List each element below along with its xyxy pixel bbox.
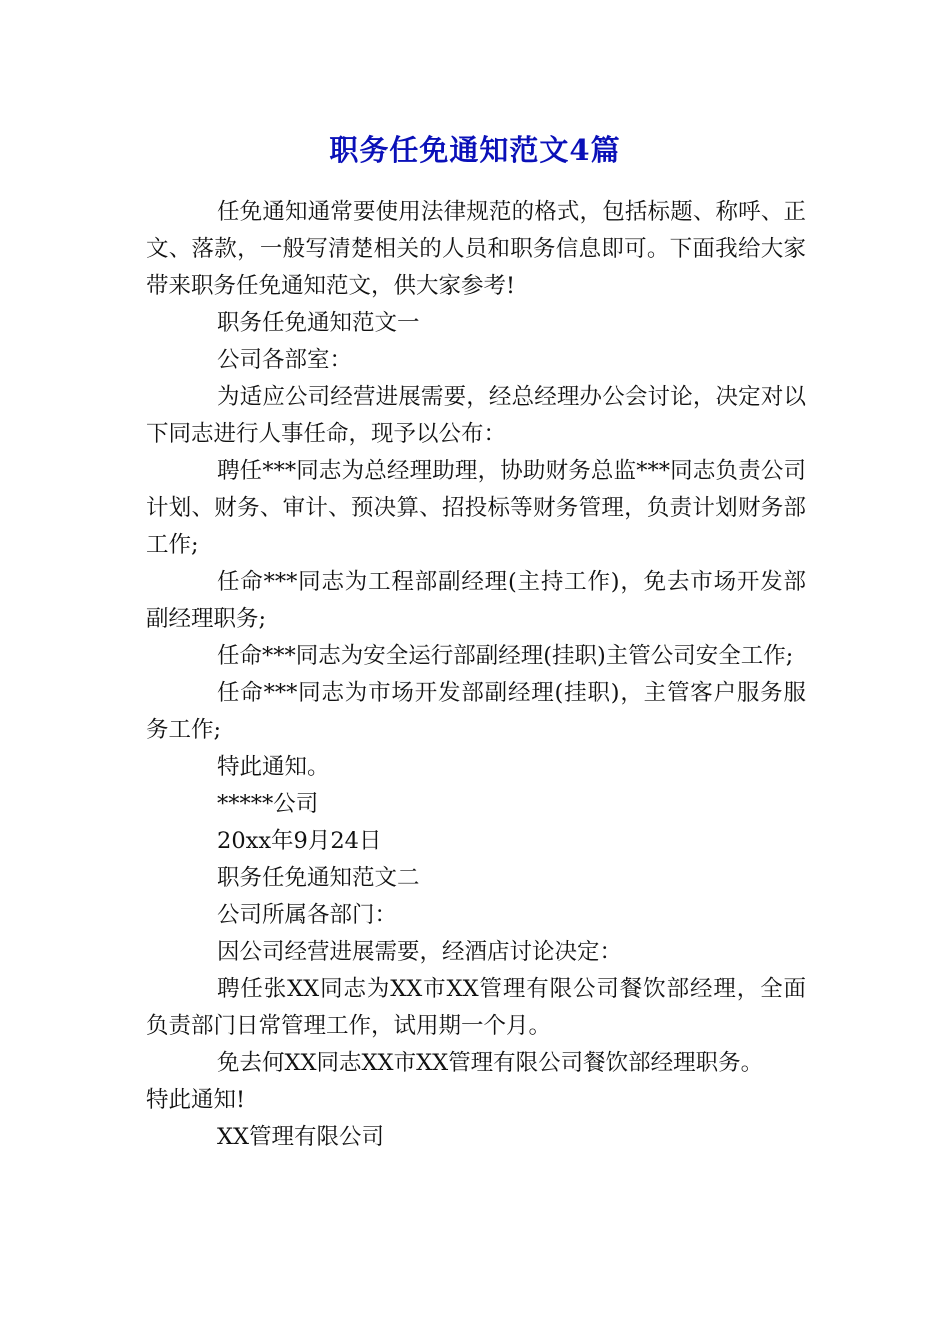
signature-date-1: 20xx年9月24日 xyxy=(217,828,382,854)
salutation-2: 公司所属各部门： xyxy=(217,902,398,928)
paragraph: 免去何XX同志XX市XX管理有限公司餐饮部经理职务。 xyxy=(217,1050,764,1076)
paragraph: 聘任张XX同志为XX市XX管理有限公司餐饮部经理，全面负责部门日常管理工作，试用期一个月。 xyxy=(146,976,806,1039)
paragraph: 为适应公司经营进展需要，经总经理办公会讨论，决定对以下同志进行人事任命，现予以公布： xyxy=(146,384,806,447)
closing-line-2: 特此通知! xyxy=(146,1087,246,1113)
closing-line-1: 特此通知。 xyxy=(217,754,330,780)
paragraph-intro: 任免通知通常要使用法律规范的格式，包括标题、称呼、正文、落款，一般写清楚相关的人员和职务信息即可。下面我给大家带来职务任免通知范文，供大家参考! xyxy=(146,199,806,299)
document-title: 职务任免通知范文4篇 xyxy=(329,133,621,167)
section-heading-1: 职务任免通知范文一 xyxy=(217,310,420,336)
paragraph: 聘任***同志为总经理助理，协助财务总监***同志负责公司计划、财务、审计、预决算、招投标等财务管理，负责计划财务部工作; xyxy=(146,458,806,558)
paragraph: 任命***同志为工程部副经理(主持工作)，免去市场开发部副经理职务; xyxy=(146,569,806,632)
signature-company-2: XX管理有限公司 xyxy=(217,1124,385,1150)
salutation-1: 公司各部室： xyxy=(217,347,353,373)
paragraph: 任命***同志为安全运行部副经理(挂职)主管公司安全工作; xyxy=(217,643,794,669)
paragraph: 任命***同志为市场开发部副经理(挂职)，主管客户服务服务工作; xyxy=(146,680,806,743)
document-body xyxy=(146,194,806,1156)
section-heading-2: 职务任免通知范文二 xyxy=(217,865,420,891)
signature-company-1: *****公司 xyxy=(217,791,319,817)
paragraph: 因公司经营进展需要，经酒店讨论决定： xyxy=(217,939,623,965)
